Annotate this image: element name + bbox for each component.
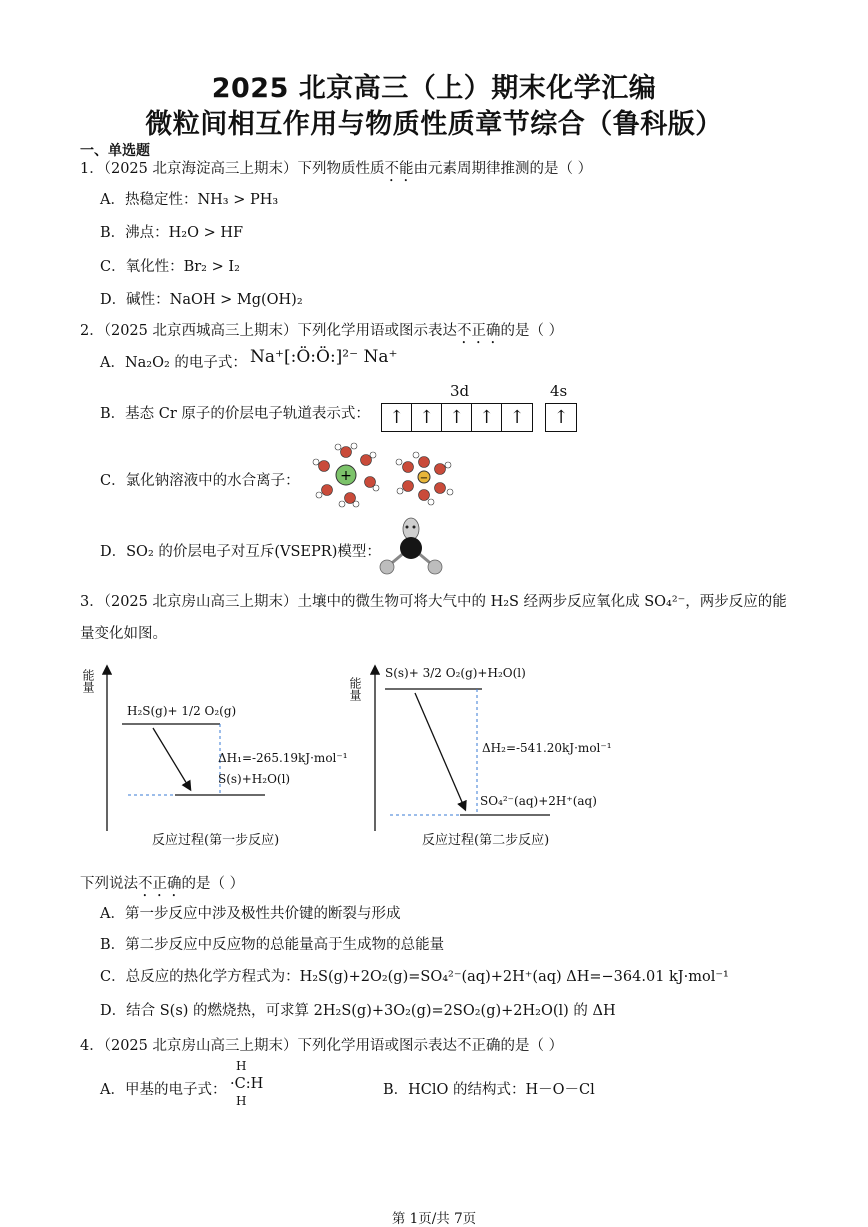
q2-option-c-label: C．氯化钠溶液中的水合离子： [100, 473, 300, 489]
energy-diagram-step2 [348, 666, 612, 848]
step1-reactants: H₂S(g)+ 1/2 O₂(g) [127, 704, 237, 718]
step2-reactants: S(s)+ 3/2 O₂(g)+H₂O(l) [385, 666, 526, 680]
doc-title-line2: 微粒间相互作用与物质性质章节综合（鲁科版） [145, 109, 723, 140]
step2-caption: 反应过程(第二步反应) [422, 833, 550, 848]
methyl-h-bottom: H [236, 1094, 247, 1108]
question-3-stem-line1: 3．（2025 北京房山高三上期末）土壤中的微生物可将大气中的 H₂S 经两步反应氧化成 SO₄²⁻，两步反应的能 [80, 594, 787, 610]
q2-option-d-label: D．SO₂ 的价层电子对互斥(VSEPR)模型： [100, 544, 381, 560]
section-title: 一、单选题 [80, 143, 150, 159]
q1-option-d: D．碱性：NaOH > Mg(OH)₂ [100, 292, 303, 308]
orbital-box: ↑ [509, 407, 525, 428]
step1-caption: 反应过程(第一步反应) [152, 833, 280, 848]
q3-option-a: A．第一步反应中涉及极性共价键的断裂与形成 [100, 906, 401, 922]
step1-delta-h: ΔH₁=-265.19kJ·mol⁻¹ [218, 751, 348, 765]
orbital-box: ↑ [472, 404, 502, 431]
hydrated-chloride-ion [396, 452, 453, 505]
q3-option-d: D．结合 S(s) 的燃烧热，可求算 2H₂S(g)+3O₂(g)=2SO₂(g)+2H₂O(l) 的 ΔH [100, 1003, 616, 1019]
question-4-stem: 4．（2025 北京房山高三上期末）下列化学用语或图示表达不正确的是（ ） [80, 1038, 564, 1054]
q3-option-b: B．第二步反应中反应物的总能量高于生成物的总能量 [100, 937, 445, 953]
reaction-arrow [415, 693, 465, 809]
q4-option-a-label: A．甲基的电子式： [100, 1082, 227, 1098]
orbital-3d-boxes [381, 403, 533, 432]
question-3-stem-line2: 量变化如图。 [80, 626, 167, 642]
methyl-h-top: H [236, 1059, 247, 1073]
orbital-box: ↑ [382, 404, 412, 431]
page-number: 第 1页/共 7页 [391, 1211, 477, 1227]
orbital-4s-box [545, 403, 577, 432]
orbital-box: ↑ [412, 404, 442, 431]
q3-option-c: C．总反应的热化学方程式为：H₂S(g)+2O₂(g)=SO₄²⁻(aq)+2H⁺(aq) ΔH=−364.01 kJ·mol⁻¹ [100, 969, 729, 985]
energy-axis-label: 能量 [348, 677, 362, 701]
so2-vsepr-model [375, 515, 445, 577]
orbital-box: ↑ [442, 404, 472, 431]
plus-sign: + [340, 468, 352, 484]
step1-products: S(s)+H₂O(l) [218, 772, 291, 786]
question-2-stem: 2．（2025 北京西城高三上期末）下列化学用语或图示表达不正确的是（ ） [80, 323, 564, 339]
step2-products: SO₄²⁻(aq)+2H⁺(aq) [480, 794, 597, 808]
question-3-sub-stem: 下列说法不正确的是（ ） [80, 876, 245, 892]
hydrated-ions-diagram [310, 440, 460, 510]
q2-option-b-label: B．基态 Cr 原子的价层电子轨道表示式： [100, 406, 370, 422]
na2o2-electron-formula: Na⁺[:Ö:Ö:]²⁻ Na⁺ [250, 347, 398, 367]
reaction-arrow [153, 728, 190, 789]
q4-option-b: B．HClO 的结构式：H－O－Cl [383, 1082, 595, 1098]
minus-sign: − [419, 473, 429, 484]
energy-axis-label: 能量 [81, 669, 95, 693]
orbital-3d-label: 3d [450, 382, 470, 400]
q2-option-a-label: A．Na₂O₂ 的电子式： [100, 355, 247, 371]
doc-title-line1: 2025 北京高三（上）期末化学汇编 [211, 73, 657, 104]
question-1-stem: 1．（2025 北京海淀高三上期末）下列物质性质不能由元素周期律推测的是（ ） [80, 161, 593, 177]
q1-option-c: C．氧化性：Br₂ > I₂ [100, 259, 240, 275]
energy-diagrams [70, 655, 800, 855]
methyl-electron-formula: ·C:H [230, 1076, 264, 1092]
q1-option-b: B．沸点：H₂O > HF [100, 225, 244, 241]
hydrated-sodium-ion [313, 443, 379, 507]
orbital-box: ↑ [553, 407, 569, 428]
energy-diagram-step1 [81, 667, 348, 848]
orbital-4s-label: 4s [550, 382, 568, 400]
q1-option-a: A．热稳定性：NH₃ > PH₃ [100, 192, 279, 208]
step2-delta-h: ΔH₂=-541.20kJ·mol⁻¹ [482, 741, 612, 755]
